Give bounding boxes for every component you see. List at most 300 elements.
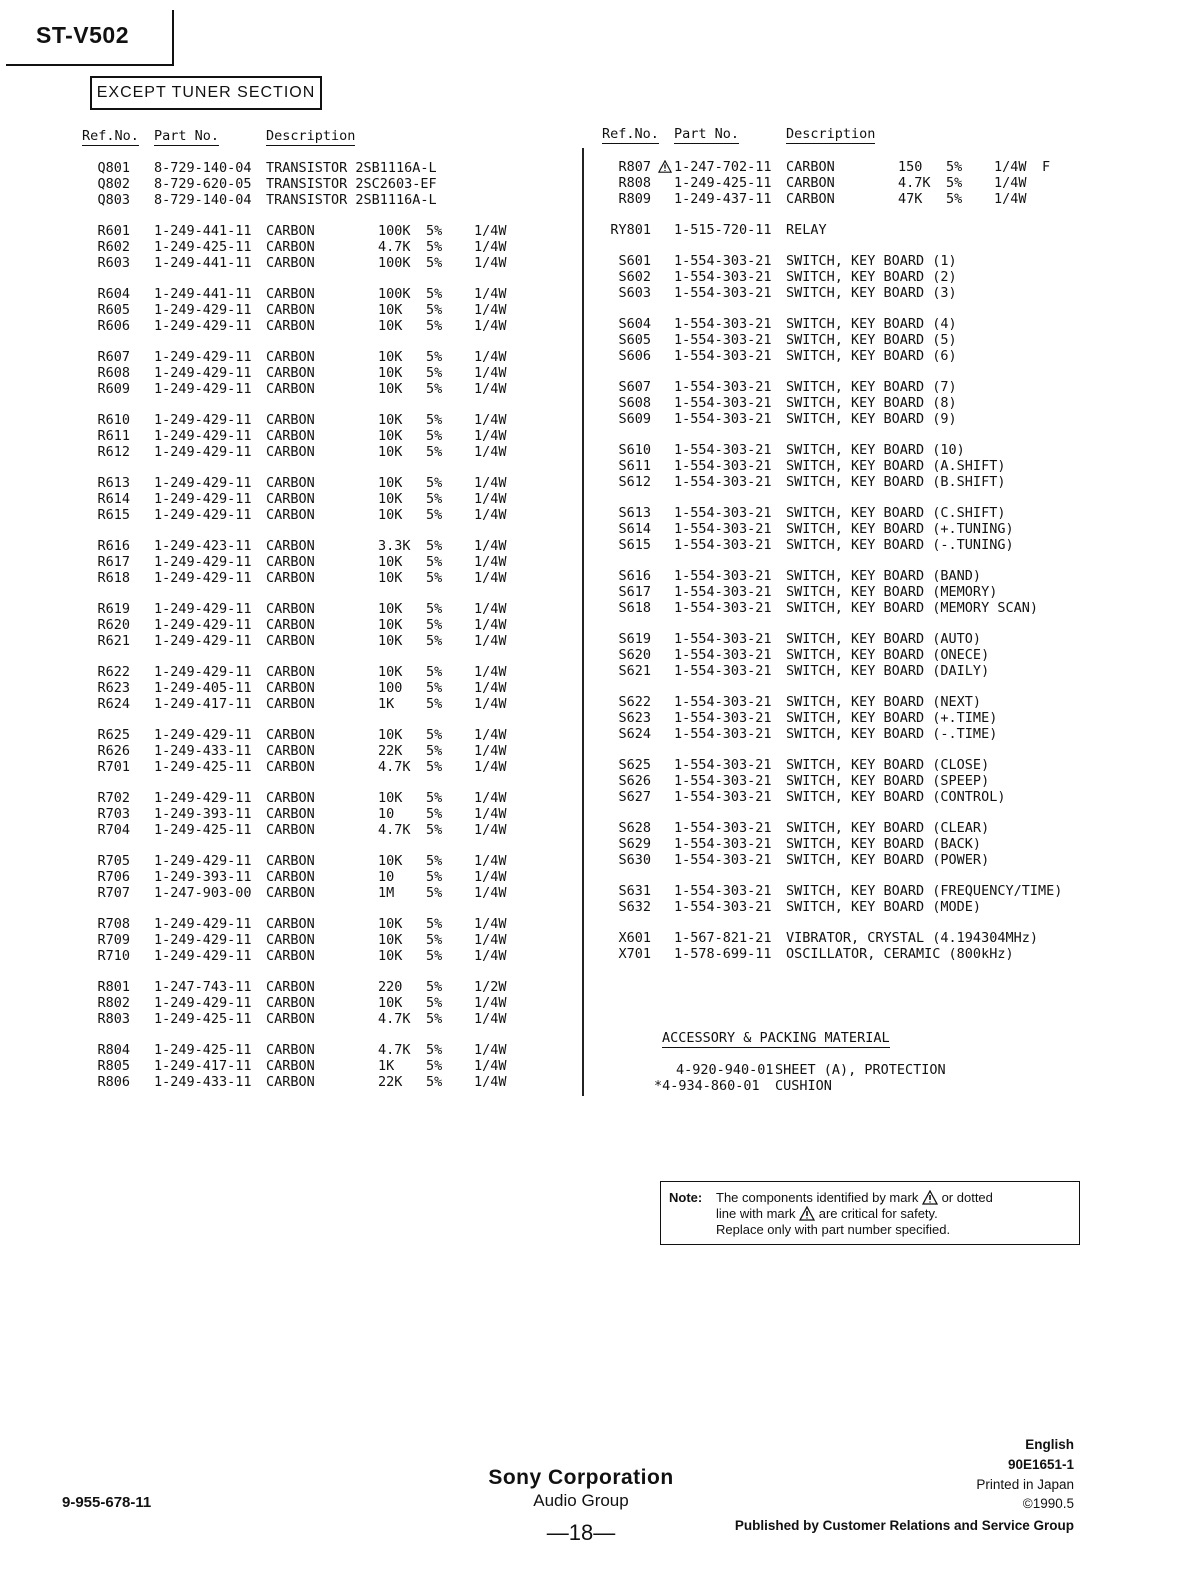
- accessory-desc: CUSHION: [775, 1078, 832, 1094]
- part-ref: R609: [97, 381, 130, 397]
- part-description: SWITCH, KEY BOARD (10): [786, 442, 965, 458]
- part-row: [0, 191, 1198, 207]
- part-wattage: 1/4W: [474, 538, 507, 554]
- part-description: CARBON: [266, 255, 315, 271]
- part-number: 1-249-429-11: [154, 381, 252, 397]
- part-number: 1-249-429-11: [154, 349, 252, 365]
- part-ref: S610: [618, 442, 651, 458]
- part-value: 22K: [378, 743, 403, 759]
- part-description: CARBON: [266, 554, 315, 570]
- part-value: 10K: [378, 916, 403, 932]
- part-number: 1-249-425-11: [154, 759, 252, 775]
- part-description: CARBON: [266, 349, 315, 365]
- part-ref: R706: [97, 869, 130, 885]
- part-number: 1-247-743-11: [154, 979, 252, 995]
- part-value: 10K: [378, 617, 403, 633]
- part-number: 1-554-303-21: [674, 568, 772, 584]
- part-row: [0, 979, 1198, 995]
- part-tolerance: 5%: [426, 916, 443, 932]
- part-row: [0, 348, 1198, 364]
- part-ref: R702: [97, 790, 130, 806]
- part-ref: Q801: [97, 160, 130, 176]
- part-value: 10K: [378, 664, 403, 680]
- part-number: 1-249-429-11: [154, 601, 252, 617]
- left-header-part: Part No.: [154, 128, 220, 144]
- part-wattage: 1/4W: [474, 570, 507, 586]
- part-number: 1-249-441-11: [154, 255, 252, 271]
- left-header-ref: Ref.No.: [82, 128, 139, 144]
- part-description: CARBON: [266, 318, 315, 334]
- part-row: [0, 946, 1198, 962]
- part-ref: S627: [618, 789, 651, 805]
- part-ref: R801: [97, 979, 130, 995]
- part-row: [0, 1042, 1198, 1058]
- part-ref: R625: [97, 727, 130, 743]
- part-ref: R607: [97, 349, 130, 365]
- part-description: SWITCH, KEY BOARD (MODE): [786, 899, 982, 915]
- part-description: SWITCH, KEY BOARD (-.TUNING): [786, 537, 1014, 553]
- part-tolerance: 5%: [426, 664, 443, 680]
- part-ref: X701: [618, 946, 651, 962]
- part-number: 1-249-429-11: [154, 412, 252, 428]
- part-description: CARBON: [266, 444, 315, 460]
- part-number: 1-554-303-21: [674, 773, 772, 789]
- part-number: 1-554-303-21: [674, 537, 772, 553]
- part-number: 8-729-140-04: [154, 192, 252, 208]
- part-wattage: 1/4W: [474, 617, 507, 633]
- part-row: [0, 537, 1198, 553]
- part-number: 1-249-429-11: [154, 727, 252, 743]
- part-description: CARBON: [266, 932, 315, 948]
- accessory-item: [0, 1062, 1198, 1078]
- part-description: SWITCH, KEY BOARD (ONECE): [786, 647, 990, 663]
- part-number: 1-554-303-21: [674, 883, 772, 899]
- part-tolerance: 5%: [426, 381, 443, 397]
- language: English: [1025, 1437, 1074, 1452]
- part-number: 1-249-423-11: [154, 538, 252, 554]
- part-ref: R703: [97, 806, 130, 822]
- part-number: 1-249-433-11: [154, 1074, 252, 1090]
- part-row: [0, 175, 1198, 191]
- part-description: SWITCH, KEY BOARD (AUTO): [786, 631, 982, 647]
- part-number: 1-249-429-11: [154, 633, 252, 649]
- part-row: [0, 600, 1198, 616]
- part-number: 1-554-303-21: [674, 820, 772, 836]
- part-number: 1-554-303-21: [674, 584, 772, 600]
- part-value: 10K: [378, 428, 403, 444]
- part-number: 1-249-417-11: [154, 696, 252, 712]
- part-wattage: 1/4W: [474, 365, 507, 381]
- part-description: CARBON: [266, 869, 315, 885]
- part-tolerance: 5%: [426, 1042, 443, 1058]
- part-number: 1-249-429-11: [154, 932, 252, 948]
- part-ref: R709: [97, 932, 130, 948]
- part-value: 10K: [378, 948, 403, 964]
- part-number: 1-554-303-21: [674, 836, 772, 852]
- part-value: 10K: [378, 381, 403, 397]
- part-ref: R626: [97, 743, 130, 759]
- part-value: 4.7K: [378, 239, 411, 255]
- part-tolerance: 5%: [426, 491, 443, 507]
- part-description: SWITCH, KEY BOARD (6): [786, 348, 957, 364]
- part-description: CARBON: [266, 491, 315, 507]
- part-number: 1-249-429-11: [154, 948, 252, 964]
- part-wattage: 1/4W: [474, 633, 507, 649]
- part-ref: S607: [618, 379, 651, 395]
- part-ref: R705: [97, 853, 130, 869]
- part-wattage: 1/4W: [474, 727, 507, 743]
- part-description: SWITCH, KEY BOARD (2): [786, 269, 957, 285]
- part-number: 1-554-303-21: [674, 631, 772, 647]
- part-value: 1M: [378, 885, 395, 901]
- part-value: 100K: [378, 286, 411, 302]
- part-ref: R620: [97, 617, 130, 633]
- part-number: 1-249-429-11: [154, 444, 252, 460]
- right-header-ref: Ref.No.: [602, 126, 659, 142]
- accessory-title: ACCESSORY & PACKING MATERIAL: [662, 1030, 890, 1046]
- part-wattage: 1/4W: [474, 932, 507, 948]
- part-tolerance: 5%: [426, 995, 443, 1011]
- publisher: Published by Customer Relations and Service Group: [734, 1518, 1074, 1533]
- part-description: CARBON: [266, 507, 315, 523]
- part-number: 1-554-303-21: [674, 285, 772, 301]
- part-description: CARBON: [266, 633, 315, 649]
- part-ref: R808: [618, 175, 651, 191]
- part-number: 1-249-393-11: [154, 806, 252, 822]
- part-tolerance: 5%: [426, 743, 443, 759]
- part-tolerance: 5%: [426, 822, 443, 838]
- part-wattage: 1/4W: [994, 191, 1027, 207]
- part-wattage: 1/4W: [474, 554, 507, 570]
- accessory-item: [0, 1078, 1198, 1094]
- part-ref: R623: [97, 680, 130, 696]
- part-tolerance: 5%: [426, 318, 443, 334]
- part-description: SWITCH, KEY BOARD (5): [786, 332, 957, 348]
- part-description: SWITCH, KEY BOARD (B.SHIFT): [786, 474, 1006, 490]
- part-description: CARBON: [266, 601, 315, 617]
- part-wattage: 1/4W: [474, 601, 507, 617]
- part-tolerance: 5%: [426, 948, 443, 964]
- part-tolerance: 5%: [426, 696, 443, 712]
- part-row: [0, 395, 1198, 411]
- part-number: 1-249-429-11: [154, 318, 252, 334]
- part-ref: R701: [97, 759, 130, 775]
- part-row: [0, 458, 1198, 474]
- part-row: [0, 930, 1198, 946]
- part-ref: R612: [97, 444, 130, 460]
- part-row: [0, 710, 1198, 726]
- part-description: TRANSISTOR 2SC2603-EF: [266, 176, 437, 192]
- part-wattage: 1/4W: [474, 239, 507, 255]
- right-header-desc: Description: [786, 126, 876, 142]
- part-number: 1-515-720-11: [674, 222, 772, 238]
- part-ref: R615: [97, 507, 130, 523]
- part-value: 4.7K: [378, 1011, 411, 1027]
- part-ref: R621: [97, 633, 130, 649]
- part-tolerance: 5%: [426, 601, 443, 617]
- part-row: [0, 505, 1198, 521]
- part-tolerance: 5%: [946, 159, 963, 175]
- part-row: [0, 1011, 1198, 1027]
- part-description: SWITCH, KEY BOARD (9): [786, 411, 957, 427]
- part-value: 10K: [378, 444, 403, 460]
- part-description: SWITCH, KEY BOARD (NEXT): [786, 694, 982, 710]
- part-value: 1K: [378, 696, 395, 712]
- part-wattage: 1/4W: [474, 302, 507, 318]
- part-wattage: 1/4W: [474, 444, 507, 460]
- part-ref: R806: [97, 1074, 130, 1090]
- part-wattage: 1/4W: [474, 1042, 507, 1058]
- part-tolerance: 5%: [426, 727, 443, 743]
- part-wattage: 1/4W: [474, 790, 507, 806]
- part-value: 220: [378, 979, 403, 995]
- part-ref: S601: [618, 253, 651, 269]
- part-description: SWITCH, KEY BOARD (A.SHIFT): [786, 458, 1006, 474]
- part-number: 1-554-303-21: [674, 521, 772, 537]
- part-row: [0, 442, 1198, 458]
- part-number: 1-554-303-21: [674, 757, 772, 773]
- note-line3: Replace only with part number specified.: [716, 1222, 951, 1237]
- part-ref: R618: [97, 570, 130, 586]
- part-ref: R802: [97, 995, 130, 1011]
- part-ref: R804: [97, 1042, 130, 1058]
- note-label: Note:: [669, 1190, 703, 1205]
- part-tolerance: 5%: [426, 507, 443, 523]
- part-ref: R619: [97, 601, 130, 617]
- part-wattage: 1/4W: [474, 475, 507, 491]
- part-wattage: 1/4W: [474, 255, 507, 271]
- part-value: 10K: [378, 412, 403, 428]
- part-value: 10K: [378, 727, 403, 743]
- part-ref: R805: [97, 1058, 130, 1074]
- part-tolerance: 5%: [426, 475, 443, 491]
- part-wattage: 1/4W: [474, 743, 507, 759]
- part-ref: R616: [97, 538, 130, 554]
- part-number: 1-249-429-11: [154, 664, 252, 680]
- part-number: 1-249-429-11: [154, 790, 252, 806]
- part-tolerance: 5%: [426, 365, 443, 381]
- part-number: 1-554-303-21: [674, 789, 772, 805]
- part-description: CARBON: [266, 286, 315, 302]
- part-number: 1-554-303-21: [674, 505, 772, 521]
- part-number: 1-554-303-21: [674, 458, 772, 474]
- part-number: 1-567-821-21: [674, 930, 772, 946]
- part-number: 8-729-620-05: [154, 176, 252, 192]
- part-ref: R617: [97, 554, 130, 570]
- part-wattage: 1/4W: [994, 175, 1027, 191]
- part-number: 1-249-425-11: [154, 1042, 252, 1058]
- part-number: 1-554-303-21: [674, 710, 772, 726]
- part-tolerance: 5%: [426, 790, 443, 806]
- part-number: 1-554-303-21: [674, 647, 772, 663]
- part-value: 47K: [898, 191, 923, 207]
- part-description: CARBON: [266, 538, 315, 554]
- part-wattage: 1/2W: [474, 979, 507, 995]
- part-wattage: 1/4W: [474, 696, 507, 712]
- right-header-part: Part No.: [674, 126, 740, 142]
- part-tolerance: 5%: [946, 191, 963, 207]
- part-value: 10K: [378, 302, 403, 318]
- part-number: 1-247-903-00: [154, 885, 252, 901]
- part-value: 10: [378, 869, 395, 885]
- part-number: 1-249-441-11: [154, 286, 252, 302]
- part-ref: X601: [618, 930, 651, 946]
- part-tolerance: 5%: [426, 806, 443, 822]
- part-description: SWITCH, KEY BOARD (4): [786, 316, 957, 332]
- part-ref: S602: [618, 269, 651, 285]
- part-number: 1-249-429-11: [154, 570, 252, 586]
- part-ref: S615: [618, 537, 651, 553]
- part-ref: S629: [618, 836, 651, 852]
- part-wattage: 1/4W: [474, 1011, 507, 1027]
- part-value: 10K: [378, 554, 403, 570]
- part-description: CARBON: [266, 916, 315, 932]
- part-description: SWITCH, KEY BOARD (SPEEP): [786, 773, 990, 789]
- part-description: CARBON: [266, 979, 315, 995]
- part-row: [0, 253, 1198, 269]
- part-tolerance: 5%: [426, 554, 443, 570]
- part-row: [0, 836, 1198, 852]
- part-ref: S630: [618, 852, 651, 868]
- safety-warning-icon: [799, 1206, 815, 1221]
- part-description: CARBON: [266, 475, 315, 491]
- part-value: 10K: [378, 601, 403, 617]
- part-ref: S631: [618, 883, 651, 899]
- part-value: 10K: [378, 995, 403, 1011]
- part-description: CARBON: [266, 302, 315, 318]
- part-tolerance: 5%: [426, 633, 443, 649]
- part-ref: R807: [618, 159, 651, 175]
- accessory-desc: SHEET (A), PROTECTION: [775, 1062, 946, 1078]
- part-ref: S623: [618, 710, 651, 726]
- part-description: CARBON: [266, 727, 315, 743]
- part-row: [0, 269, 1198, 285]
- part-value: 10K: [378, 853, 403, 869]
- part-value: 10: [378, 806, 395, 822]
- part-wattage: 1/4W: [474, 223, 507, 239]
- part-tolerance: 5%: [426, 1074, 443, 1090]
- part-wattage: 1/4W: [474, 507, 507, 523]
- part-value: 1K: [378, 1058, 395, 1074]
- part-row: [0, 852, 1198, 868]
- part-number: 1-554-303-21: [674, 663, 772, 679]
- part-value: 150: [898, 159, 923, 175]
- part-description: CARBON: [266, 617, 315, 633]
- part-description: SWITCH, KEY BOARD (BAND): [786, 568, 982, 584]
- part-ref: S617: [618, 584, 651, 600]
- part-row: [0, 379, 1198, 395]
- part-description: SWITCH, KEY BOARD (+.TIME): [786, 710, 998, 726]
- part-number: 1-554-303-21: [674, 379, 772, 395]
- note-text: [716, 1190, 1071, 1238]
- part-description: SWITCH, KEY BOARD (FREQUENCY/TIME): [786, 883, 1063, 899]
- part-description: CARBON: [786, 159, 835, 175]
- part-value: 100K: [378, 223, 411, 239]
- part-tolerance: 5%: [426, 428, 443, 444]
- part-ref: S619: [618, 631, 651, 647]
- part-ref: R708: [97, 916, 130, 932]
- part-number: 1-554-303-21: [674, 442, 772, 458]
- part-value: 100K: [378, 255, 411, 271]
- part-ref: S603: [618, 285, 651, 301]
- part-description: SWITCH, KEY BOARD (DAILY): [786, 663, 990, 679]
- part-tolerance: 5%: [426, 680, 443, 696]
- part-ref: Q802: [97, 176, 130, 192]
- part-row: [0, 820, 1198, 836]
- part-number: 1-554-303-21: [674, 694, 772, 710]
- part-wattage: 1/4W: [474, 428, 507, 444]
- part-ref: S632: [618, 899, 651, 915]
- part-description: CARBON: [266, 570, 315, 586]
- model-title: ST-V502: [36, 22, 129, 48]
- part-row: [0, 332, 1198, 348]
- part-tolerance: 5%: [426, 1058, 443, 1074]
- part-description: CARBON: [266, 696, 315, 712]
- section-title: EXCEPT TUNER SECTION: [90, 76, 322, 110]
- part-description: CARBON: [266, 680, 315, 696]
- part-description: TRANSISTOR 2SB1116A-L: [266, 160, 437, 176]
- note-line1-a: The components identified by mark: [716, 1190, 919, 1205]
- part-description: CARBON: [266, 1042, 315, 1058]
- part-ref: S606: [618, 348, 651, 364]
- part-description: SWITCH, KEY BOARD (7): [786, 379, 957, 395]
- part-description: SWITCH, KEY BOARD (CLEAR): [786, 820, 990, 836]
- part-description: RELAY: [786, 222, 827, 238]
- part-tolerance: 5%: [426, 869, 443, 885]
- part-value: 10K: [378, 318, 403, 334]
- part-row: [0, 995, 1198, 1011]
- part-description: CARBON: [266, 806, 315, 822]
- part-wattage: 1/4W: [474, 885, 507, 901]
- group-name: Audio Group: [533, 1491, 629, 1510]
- note-line2-b: are critical for safety.: [818, 1206, 938, 1221]
- part-value: 100: [378, 680, 403, 696]
- part-number: 1-249-433-11: [154, 743, 252, 759]
- part-number: 1-249-417-11: [154, 1058, 252, 1074]
- part-tolerance: 5%: [426, 412, 443, 428]
- part-description: CARBON: [266, 381, 315, 397]
- part-wattage: 1/4W: [474, 916, 507, 932]
- part-number: 1-247-702-11: [674, 159, 772, 175]
- part-description: CARBON: [266, 239, 315, 255]
- part-tolerance: 5%: [426, 223, 443, 239]
- part-description: CARBON: [266, 885, 315, 901]
- part-row: [0, 883, 1198, 899]
- part-row: [0, 159, 1198, 175]
- part-number: 1-249-429-11: [154, 302, 252, 318]
- part-wattage: 1/4W: [474, 759, 507, 775]
- part-row: [0, 568, 1198, 584]
- doc-code: 90E1651-1: [1007, 1457, 1074, 1472]
- part-tolerance: 5%: [426, 759, 443, 775]
- part-wattage: 1/4W: [474, 412, 507, 428]
- part-wattage: 1/4W: [474, 1074, 507, 1090]
- part-number: 1-249-425-11: [154, 239, 252, 255]
- part-description: CARBON: [266, 1074, 315, 1090]
- part-number: 1-554-303-21: [674, 316, 772, 332]
- safety-warning-icon: [922, 1190, 938, 1205]
- part-description: CARBON: [266, 664, 315, 680]
- part-ref: S613: [618, 505, 651, 521]
- part-number: 1-249-393-11: [154, 869, 252, 885]
- part-value: 10K: [378, 365, 403, 381]
- part-number: 1-554-303-21: [674, 253, 772, 269]
- part-ref: S608: [618, 395, 651, 411]
- part-description: SWITCH, KEY BOARD (CLOSE): [786, 757, 990, 773]
- safety-warning-icon: [658, 160, 672, 173]
- accessory-part: *4-934-860-01: [654, 1078, 760, 1094]
- part-row: [0, 899, 1198, 915]
